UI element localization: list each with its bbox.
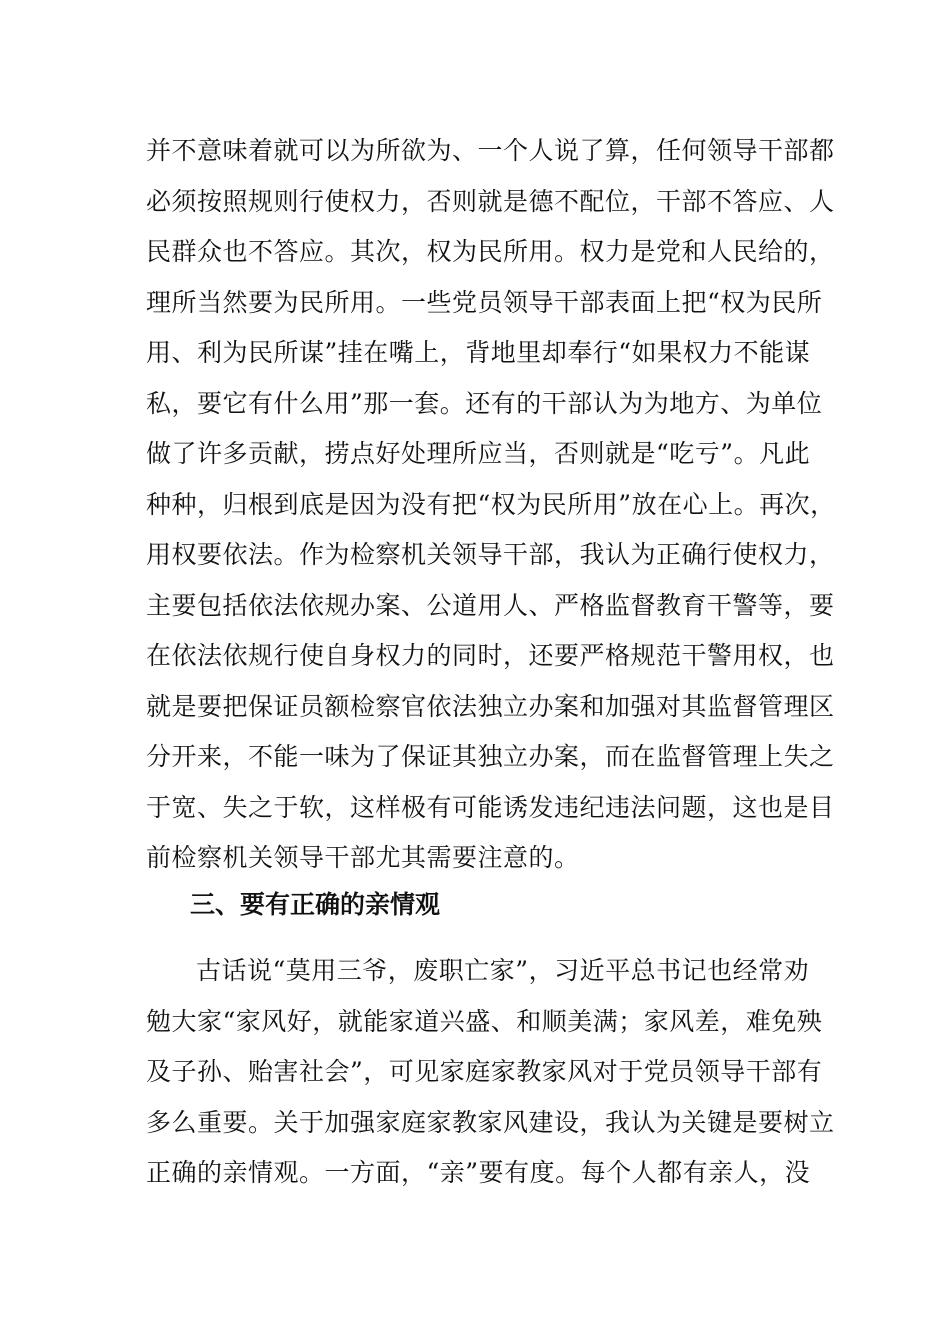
text-line: 前检察机关领导干部尤其需要注意的。 xyxy=(146,843,580,872)
text-line: 多么重要。关于加强家庭家教家风建设，我认为关键是要树立 xyxy=(146,1107,835,1137)
text-line: 主要包括依法依规办案、公道用人、严格监督教育干警等，要 xyxy=(146,590,835,620)
text-line: 做了许多贡献，捞点好处理所应当，否则就是“吃亏”。凡此 xyxy=(146,439,811,468)
paragraph-1 xyxy=(146,126,836,884)
text-line: 私，要它有什么用”那一套。还有的干部认为为地方、为单位 xyxy=(146,388,823,418)
text-line: 用、利为民所谋”挂在嘴上，背地里却奉行“如果权力不能谋 xyxy=(146,338,811,367)
text-line: 必须按照规则行使权力，否则就是德不配位，干部不答应、人 xyxy=(146,186,835,216)
text-line: 于宽、失之于软，这样极有可能诱发违纪违法问题，这也是目 xyxy=(146,792,835,822)
section-heading: 三、要有正确的亲情观 xyxy=(190,890,441,919)
text-line: 分开来，不能一味为了保证其独立办案，而在监督管理上失之 xyxy=(146,742,835,771)
text-line: 勉大家“家风好，就能家道兴盛、和顺美满；家风差，难免殃 xyxy=(146,1006,823,1036)
text-line: 并不意味着就可以为所欲为、一个人说了算，任何领导干部都 xyxy=(146,136,835,165)
paragraph-2 xyxy=(146,946,835,1199)
text-line: 种种，归根到底是因为没有把“权为民所用”放在心上。再次， xyxy=(146,489,836,519)
text-line: 在依法依规行使自身权力的同时，还要严格规范干警用权，也 xyxy=(146,641,835,670)
text-line: 古话说“莫用三爷，废职亡家”，习近平总书记也经常劝 xyxy=(196,956,810,985)
text-line: 用权要依法。作为检察机关领导干部，我认为正确行使权力， xyxy=(146,540,835,569)
text-line: 就是要把保证员额检察官依法独立办案和加强对其监督管理区 xyxy=(146,691,835,721)
text-line: 民群众也不答应。其次，权为民所用。权力是党和人民给的， xyxy=(146,237,835,266)
text-line: 理所当然要为民所用。一些党员领导干部表面上把“权为民所 xyxy=(146,287,823,317)
text-line: 正确的亲情观。一方面，“亲”要有度。每个人都有亲人，没 xyxy=(146,1158,811,1187)
text-line: 及子孙、贻害社会”，可见家庭家教家风对于党员领导干部有 xyxy=(146,1057,823,1086)
